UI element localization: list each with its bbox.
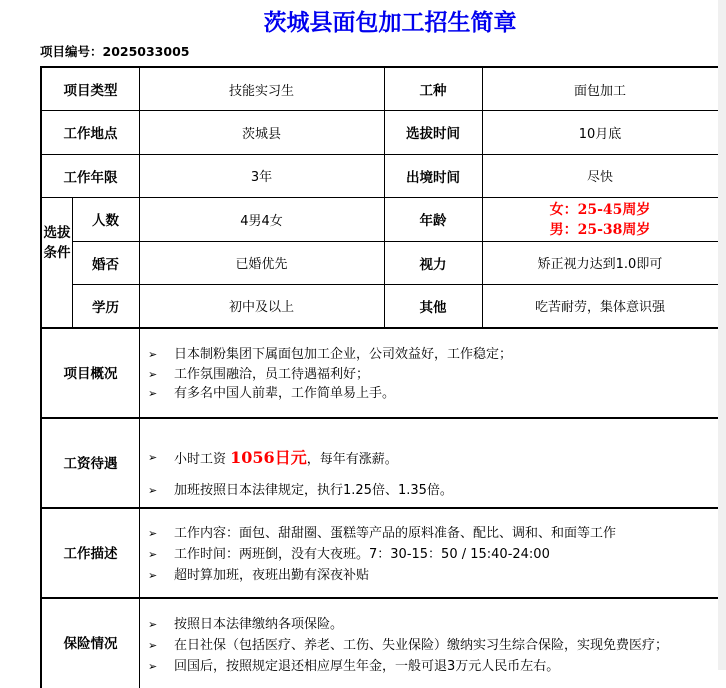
label-other: 其他 <box>419 299 447 316</box>
arrow-bullet-icon: ➢ <box>148 484 158 497</box>
value-education: 初中及以上 <box>228 300 294 315</box>
salary-list <box>148 442 453 506</box>
hourly-wage: 1056日元 <box>230 448 307 467</box>
list-item: ➢ 日本制粉集团下属面包加工企业，公司效益好，工作稳定； <box>148 345 512 365</box>
label-overview: 项目概况 <box>63 366 118 382</box>
arrow-bullet-icon: ➢ <box>148 367 158 381</box>
label-project-type: 项目类型 <box>63 83 118 99</box>
label-departure-time: 出境时间 <box>406 169 460 186</box>
value-headcount: 4男4女 <box>240 213 283 229</box>
label-salary: 工资待遇 <box>63 456 118 472</box>
arrow-bullet-icon: ➢ <box>148 348 158 361</box>
label-headcount: 人数 <box>92 213 119 229</box>
arrow-bullet-icon: ➢ <box>148 527 158 540</box>
value-selection-time: 10月底 <box>578 126 622 142</box>
arrow-bullet-icon: ➢ <box>148 660 158 673</box>
arrow-bullet-icon: ➢ <box>148 569 158 582</box>
list-item: ➢ 有多名中国人前辈，工作简单易上手。 <box>148 384 512 404</box>
list-item: ➢ 工作时间：两班倒，没有大夜班。7：30-15：50 / 15:40-24:00 <box>148 544 616 565</box>
label-marriage: 婚否 <box>92 256 119 273</box>
work-list <box>148 523 616 586</box>
value-other: 吃苦耐劳，集体意识强 <box>534 300 665 315</box>
list-item: ➢ 在日社保（包括医疗、养老、工伤、失业保险）缴纳实习生综合保险，实现免费医疗； <box>148 635 668 656</box>
arrow-bullet-icon: ➢ <box>148 548 158 561</box>
arrow-bullet-icon: ➢ <box>148 451 158 464</box>
list-item: ➢ 小时工资 1056日元，每年有涨薪。 <box>148 442 453 475</box>
list-item: ➢ 加班按照日本法律规定，执行1.25倍、1.35倍。 <box>148 475 453 506</box>
selection-group-label: 选拔条件 <box>43 225 71 261</box>
value-work-years: 3年 <box>250 170 273 185</box>
value-eyesight: 矫正视力达到1.0即可 <box>537 257 663 272</box>
age-female: 女：25-45周岁 <box>549 202 651 218</box>
value-project-type: 技能实习生 <box>228 83 294 99</box>
label-eyesight: 视力 <box>419 256 447 273</box>
vertical-scrollbar[interactable] <box>718 0 726 670</box>
label-insurance: 保险情况 <box>63 636 118 652</box>
list-item: ➢ 工作内容：面包、甜甜圈、蛋糕等产品的原料准备、配比、调和、和面等工作 <box>148 523 616 544</box>
arrow-bullet-icon: ➢ <box>148 639 158 652</box>
list-item: ➢ 回国后，按照规定退还相应厚生年金，一般可退3万元人民币左右。 <box>148 656 668 677</box>
label-age: 年龄 <box>419 213 447 229</box>
label-work-description: 工作描述 <box>63 546 118 562</box>
label-education: 学历 <box>92 299 119 316</box>
value-job-type: 面包加工 <box>573 83 626 99</box>
list-item: ➢ 按照日本法律缴纳各项保险。 <box>148 614 668 635</box>
overview-list <box>148 345 512 404</box>
label-job-type: 工种 <box>419 83 447 99</box>
age-male: 男：25-38周岁 <box>549 222 651 238</box>
label-selection-time: 选拔时间 <box>406 126 460 142</box>
list-item: ➢ 工作氛围融洽，员工待遇福利好； <box>148 365 512 385</box>
recruitment-table <box>40 66 718 688</box>
value-work-place: 茨城县 <box>241 126 281 142</box>
list-item: ➢ 超时算加班，夜班出勤有深夜补贴 <box>148 565 616 586</box>
value-departure-time: 尽快 <box>586 170 613 185</box>
insurance-list <box>148 614 668 677</box>
arrow-bullet-icon: ➢ <box>148 387 158 400</box>
label-work-years: 工作年限 <box>63 169 118 186</box>
label-work-place: 工作地点 <box>63 126 118 142</box>
arrow-bullet-icon: ➢ <box>148 618 158 631</box>
page-title: 茨城县面包加工招生简章 <box>263 9 517 36</box>
value-marriage: 已婚优先 <box>235 257 288 272</box>
project-number: 项目编号：2025033005 <box>40 44 190 59</box>
